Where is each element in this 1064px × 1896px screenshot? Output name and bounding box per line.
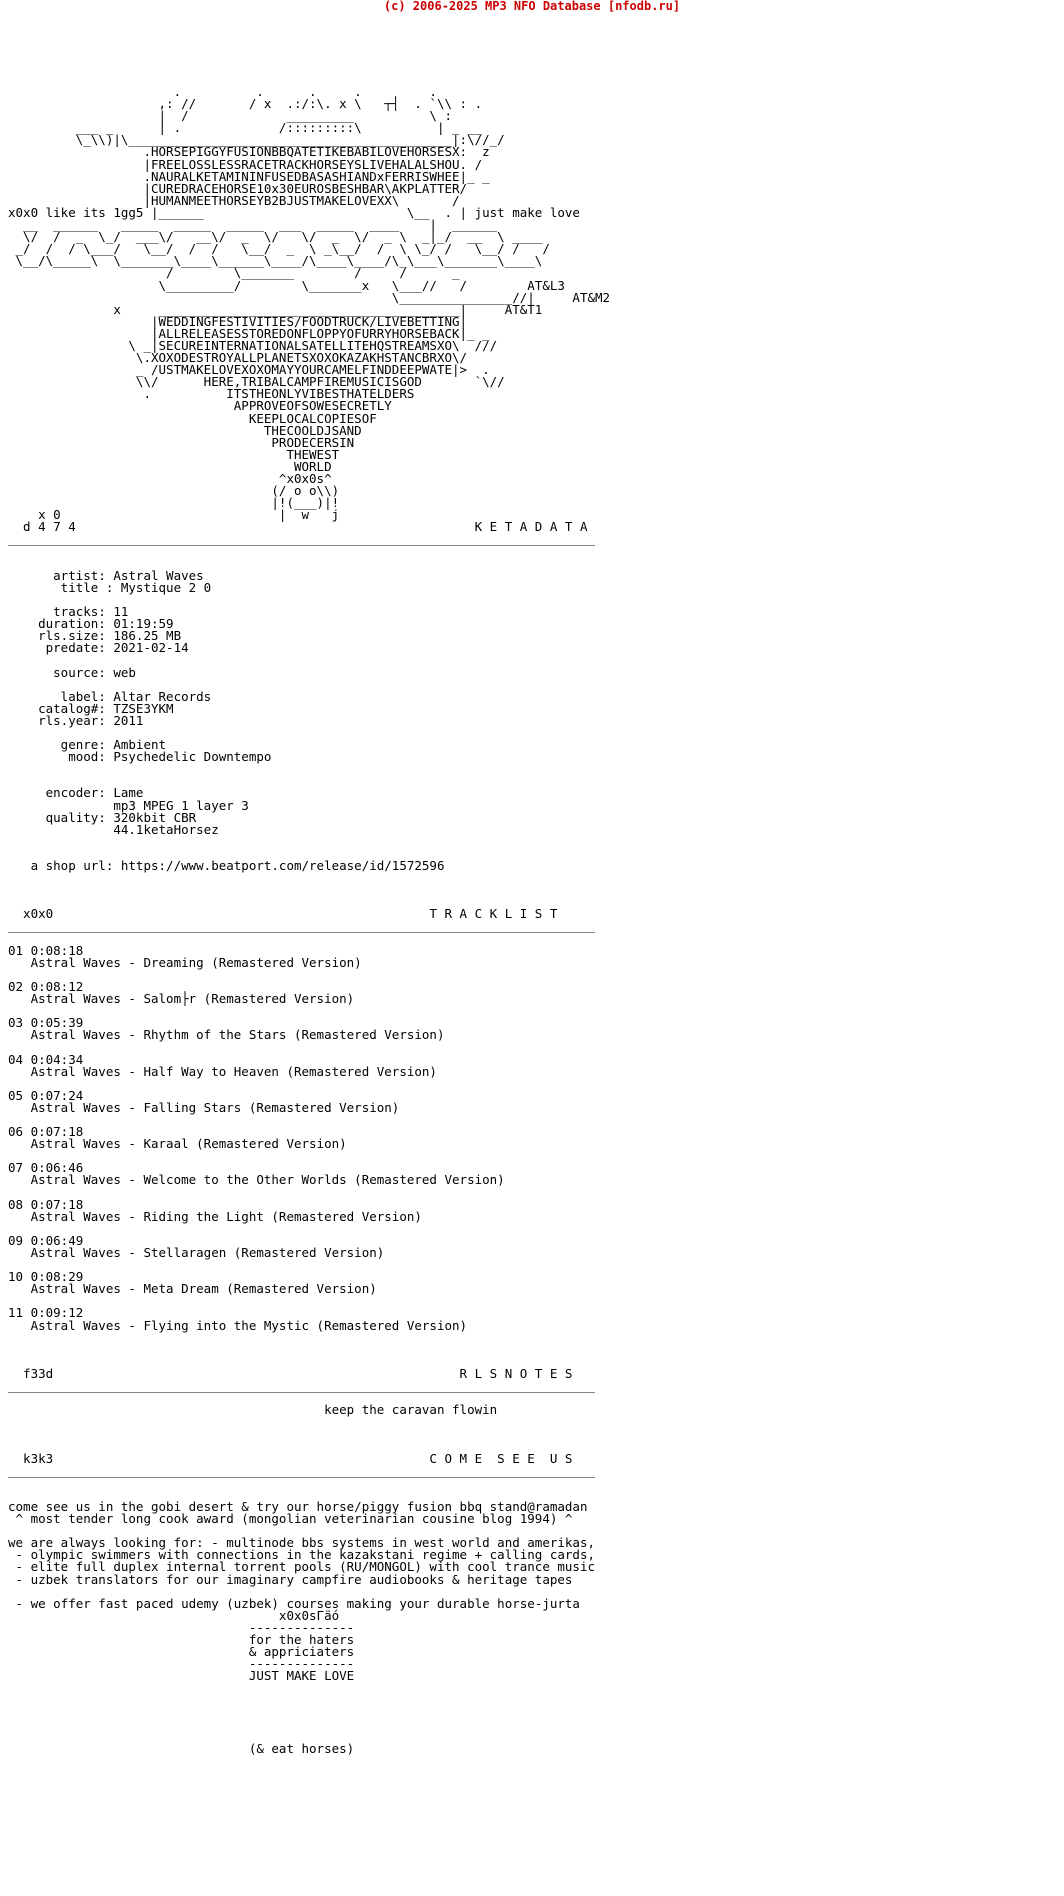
nfo-text-content: . . . . . ,: // / x .:/:\. x \ ┬┤ . `\\ : . | / _________ \ : ___ _ | . /:::::::::\ | _ __ \_\\)|\___________________________________________|:\//_/ .HORSEPIGGYFUSIONBBQATETIKEBABILOVEHORSESX: z |FREELOSSLESSRACETRACKHORSEYSLIVEHALALSHOU. / .NAURALKETAMININFUSEDBASASHIANDxFERRISWHEE|_ _ |CUREDRACEHORSE10x30EUROSBESHBAR\AKPLATTER/ |HUMANMEETHORSEYB2BJUSTMAKELOVEXX\ / x0x0 like its 1gg5 |______ \__ . | just make love __ ______ _____ _____ _____ ___ _____ ____ | ______ \/ / _ \_/ ___\/ __\/ _ \/ \/ _ \/ _ \ _|_/ __ \ ____ _/ / / \___/ \__/ / / \__/ _ \ _\__/ / \ \_/ / \__/ / / \__/\_____\ \_______\____\______\____/\____\____/\_\___\_______\____\ / \_______ / / _ \_________/ \_______x \___// / AT&L3 \_______________//| AT&M2 x ________________________________________| AT&T1 |WEDDINGFESTIVITIES/FOODTRUCK/LIVEBETTING| |ALLRELEASESSTOREDONFLOPPYOFURRYHORSEBACK|_ _ \ _|SECUREINTERNATIONALSATELLITEHQSTREAMSXO\ /// \.XOXODESTROYALLPLANETSXOXOKAZAKHSTANCBRXO\/ _ /USTMAKELOVEXOXOMAYYOURCAMELFINDDEEPWATE|> . \\/ HERE,TRIBALCAMPFIREMUSICISGOD `\// . ITSTHEONLYVIBESTHATELDERS APPROVEOFSOWESECRETLY KEEPLOCALCOPIESOF THECOOLDJSAND PRODECERSIN THEWEST WORLD ^x0x0s^ (/ o o\\) |!(___)|! x 0 | w j d 4 7 4 K E T A D A T A ______________________________________________________________________________ artist: Astral Waves title : Mystique 2 0 tracks: 11 duration: 01:19:59 rls.size: 186.25 MB predate: 2021-02-14 source: web label: Altar Records catalog#: TZSE3YKM rls.year: 2011 genre: Ambient mood: Psychedelic Downtempo encoder: Lame mp3 MPEG 1 layer 3 quality: 320kbit CBR 44.1ketaHorsez a shop url: https://www.beatport.com/release/id/1572596 x0x0 T R A C K L I S T ______________________________________________________________________________ 01 0:08:18 Astral Waves - Dreaming (Remastered Version) 02 0:08:12 Astral Waves - Salom├r (Remastered Version) 03 0:05:39 Astral Waves - Rhythm of the Stars (Remastered Version) 04 0:04:34 Astral Waves - Half Way to Heaven (Remastered Version) 05 0:07:24 Astral Waves - Falling Stars (Remastered Version) 06 0:07:18 Astral Waves - Karaal (Remastered Version) 07 0:06:46 Astral Waves - Welcome to the Other Worlds (Remastered Version) 08 0:07:18 Astral Waves - Riding the Light (Remastered Version) 09 0:06:49 Astral Waves - Stellaragen (Remastered Version) 10 0:08:29 Astral Waves - Meta Dream (Remastered Version) 11 0:09:12 Astral Waves - Flying into the Mystic (Remastered Version) f33d R L S N O T E S ______________________________________________________________________________ keep the caravan flowin k3k3 C O M E S E E U S ______________________________________________________________________________ come see us in the gobi desert & try our horse/piggy fusion bbq stand@ramadan ^ most tender long cook award (mongolian veterinarian cousine blog 1994) ^ we are always looking for: - multinode bbs systems in west world and amerikas, - olympic swimmers with connections in the kazakstani regime + calling cards, - elite full duplex internal torrent pools (RU/MONGOL) with cool trance music - uzbek translators for our imaginary campfire audiobooks & heritage tapes - we offer fast paced udemy (uzbek) courses making your durable horse-jurta x0x0sΓäó -------------- for the haters & appriciaters -------------- JUST MAKE LOVE (& eat horses) <box>8 84 611 1756</box>
site-copyright-header: (c) 2006-2025 MP3 NFO Database [nfodb.ru] <box>383 0 681 13</box>
